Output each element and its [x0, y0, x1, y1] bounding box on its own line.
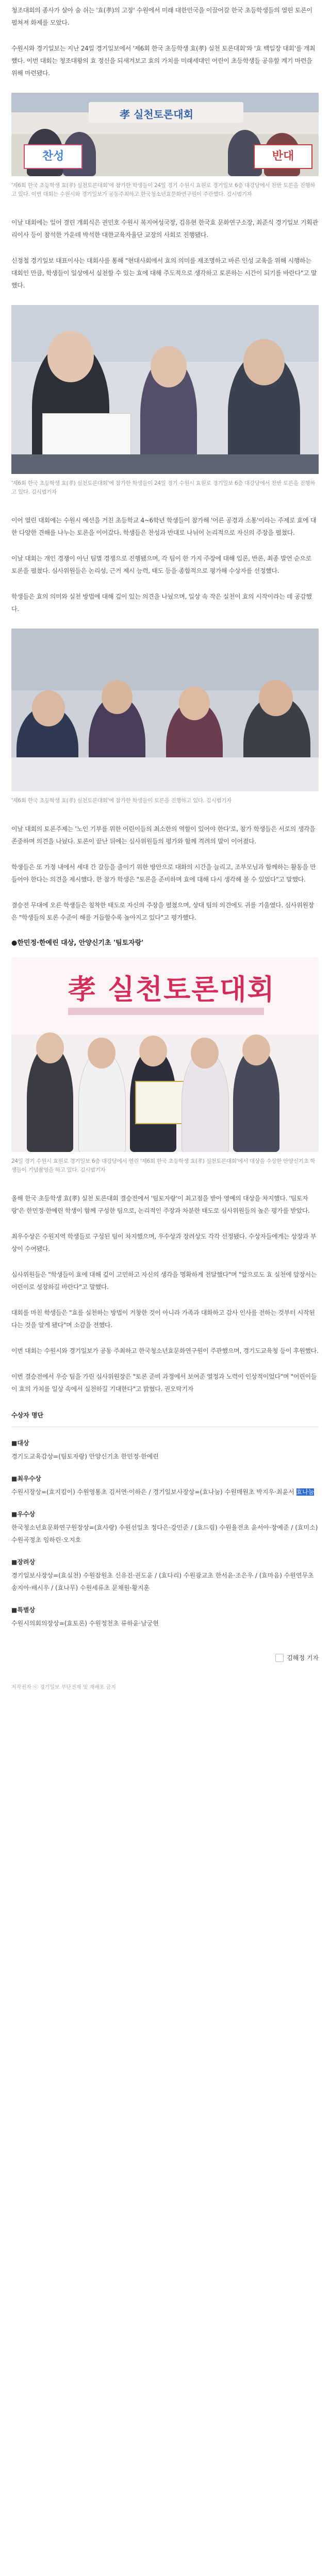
- paragraph: 이날 대회에는 일어 결린 개회식은 권민호 수원시 복지여성국장, 김유현 한국효 문화연구소장, 최준식 경기일보 기획관리이사 등이 참석한 가운데 박석한 대한교육자율단 교장의 사회로 진행됐다.: [11, 219, 318, 239]
- photo-caption: '제6회 한국 초등학생 효(孝) 실천토론대회'에 참가한 학생들이 24일 경기 수원시 효원로 경기일보 6층 대강당에서 찬반 토론을 진행하고 있다. 김시범기자: [11, 480, 316, 495]
- award-title: ■최우수상: [11, 1475, 41, 1482]
- photo-caption: '제6회 한국 초등학생 효(孝) 실천토론대회'에 참가한 학생들이 24일 경기 수원시 효원로 경기일보 6층 대강당에서 찬반 토론을 진행하고 있다. 이번 대회는 수원시와 경기일보가 공동주최하고 한국청소년효문화연구원이 주관했다. 김시범기자: [11, 182, 316, 197]
- paragraph: 이번 결승전에서 우승 팀을 가린 심사위원장은 "토론 준비 과정에서 보여준 열정과 노력이 인상적이었다"며 "어린이들이 효의 가치를 일상 속에서 실천하길 기대한다"고 밝혔다. 권오탁기자: [11, 1373, 317, 1393]
- award-text-body: 수원시장상=(효지킴이) 수원영통초 김서연·이하은 / 경기일보사장상=(효나눔) 수원매원초 박지우·최윤서: [11, 1488, 294, 1496]
- award-text: 경기일보사장상=(효실천) 수원잠원초 신유진·권도윤 / (효다리) 수원광교초 한서윤·조은우 / (효마음) 수원연무초 송지아·배시우 / (효나무) 수원세류초 문채원·황지훈: [11, 1572, 314, 1591]
- paragraph-group-4: [11, 823, 319, 924]
- award-title: ■특별상: [11, 1606, 36, 1614]
- paragraph-group-5: [11, 1192, 319, 1395]
- paragraph: 이번 대회는 수원시와 경기일보가 공동 주최하고 한국청소년효문화연구원이 주관했으며, 경기도교육청 등이 후원했다.: [11, 1347, 319, 1354]
- award-title: ■대상: [11, 1439, 29, 1447]
- award-text: 경기도교육감상=(팀토자랑) 안양신기초 한민정·한예린: [11, 1453, 159, 1460]
- reporter-row: [11, 1653, 319, 1662]
- section-subheading: ●한민정·한예린 대상, 안양신기초 '팀토자랑': [11, 939, 144, 947]
- paragraph-group-2: [11, 216, 319, 292]
- award-title: ■장려상: [11, 1558, 36, 1566]
- awards-heading: 수상자 명단: [11, 1412, 44, 1419]
- banner-text: 孝 실천토론대회: [120, 108, 193, 121]
- article-body: [0, 4, 330, 1690]
- photo-image: [11, 957, 319, 1152]
- paragraph-group-3: [11, 514, 319, 615]
- highlighted-team: 효나눔: [296, 1488, 315, 1496]
- copyright-notice: 저작권자 ⓒ 경기일보 무단전재 및 재배포 금지: [11, 1685, 116, 1690]
- award-title: ■우수상: [11, 1511, 36, 1518]
- paragraph: 수원시와 경기일보는 지난 24일 경기일보에서 '제6회 한국 초등학생 효(孝) 실천 토론대회'와 '효 백일장 대회'를 개최했다. 이번 대회는 청조대왕의 효 정신을 되새겨보고 효의 가치를 미래세대인 어린이 초등학생들 공유할 계기 마련을 위해 마련됐다.: [11, 45, 316, 77]
- paragraph: 신정철 경기일보 대표이사는 대회사를 통해 "현대사회에서 효의 의미를 재조명하고 바른 인성 교육을 위해 시행하는 대회인 만큼, 학생들이 일상에서 실천할 수 있는 효에 대해 주도적으로 생각하고 토론하는 시간이 되기를 바란다"고 말했다.: [11, 257, 317, 289]
- photo-winners: [11, 957, 319, 1175]
- paragraph: 학생들은 또 가정 내에서 세대 간 갈등을 줄이기 위한 방안으로 대화의 시간을 늘리고, 조부모님과 함께하는 활동을 만들어야 한다는 의견을 제시했다. 한 참가 학생은 "토론을 준비하며 효에 대해 다시 생각해 볼 수 있었다"고 말했다.: [11, 863, 316, 883]
- paragraph: 심사위원들은 "학생들이 효에 대해 깊이 고민하고 자신의 생각을 명확하게 전달했다"며 "앞으로도 효 실천에 앞장서는 어린이로 성장하길 바란다"고 말했다.: [11, 1271, 317, 1291]
- paragraph: 올해 한국 초등학생 효(孝) 실천 토론대회 결승전에서 '팀토자랑'이 최고점을 받아 영예의 대상을 차지했다. '팀토자랑'은 한민정·한예린 학생이 함께 구성한 팀으로, 논리적인 주장과 차분한 태도로 심사위원들의 높은 평가를 받았다.: [11, 1195, 310, 1214]
- award-text: 한국청소년효문화연구원장상=(효사랑) 수원선일초 정다은·강민준 / (효드림) 수원율전초 윤서아·장예준 / (효미소) 수원곡정초 임하린·오지호: [11, 1524, 318, 1544]
- photo-student-speaking: [11, 305, 319, 497]
- paragraph: 최우수상은 수원지역 학생들로 구성된 팀이 차지했으며, 우수상과 장려상도 각각 선정됐다. 수상자들에게는 상장과 부상이 수여됐다.: [11, 1233, 317, 1252]
- paragraph: 학생들은 효의 의미와 실천 방법에 대해 깊이 있는 의견을 나눴으며, 일상 속 작은 실천이 효의 시작이라는 데 공감했다.: [11, 593, 312, 613]
- paragraph: 이날 대회는 개인 경쟁이 아닌 팀별 경쟁으로 진행됐으며, 각 팀이 한 가지 주장에 대해 입론, 반론, 최종 발언 순으로 토론을 펼쳤다. 심사위원들은 논리성, 근거 제시 능력, 태도 등을 종합적으로 평가해 수상자를 선정했다.: [11, 555, 311, 574]
- photo-image: [11, 93, 319, 176]
- sign-oppose: 반대: [254, 144, 312, 169]
- paragraph-group-1: [11, 4, 319, 79]
- reporter-link[interactable]: [275, 1653, 319, 1662]
- photo-students-seated: [11, 629, 319, 805]
- sign-agree: 찬성: [24, 144, 82, 169]
- banner-text: 孝 실천토론대회: [68, 973, 275, 1006]
- paragraph: 이어 열린 대회에는 수원시 예선을 거친 초등학교 4~6학년 학생들이 참가해 '어른 공경과 소통'이라는 주제로 효에 대한 다양한 견해를 나누는 토론을 이어갔다. 학생들은 찬성과 반대로 나뉘어 논리적으로 자신의 주장을 펼쳤다.: [11, 517, 317, 536]
- paragraph: 결승전 무대에 오른 학생들은 침착한 태도로 자신의 주장을 펼쳤으며, 상대 팀의 의견에도 귀를 기울였다. 심사위원장은 "학생들의 토론 수준이 해를 거듭할수록 높아지고 있다"고 평가했다.: [11, 902, 314, 921]
- photo-image: [11, 305, 319, 474]
- paragraph: 청조대회의 종사가 살아 숨 쉬는 '효(孝)의 고장' 수원에서 미래 대한민국을 이끌어갈 한국 초등학생들의 열띤 토론이 펼쳐져 화제를 모았다.: [11, 7, 312, 26]
- article-page: [0, 4, 330, 2576]
- photo-caption: 24일 경기 수원시 효원로 경기일보 6층 대강당에서 열린 '제6회 한국 초등학생 효(孝) 실천토론대회'에서 대상을 수상한 안양신기초 학생들이 기념촬영을 하고 있다. 김시범기자: [11, 1158, 316, 1173]
- award-text: [11, 1486, 319, 1498]
- reporter-icon: [275, 1654, 284, 1662]
- photo-debate-signs: [11, 93, 319, 199]
- awards-section: [11, 1411, 319, 1630]
- reporter-name: 김해정 기자: [287, 1654, 319, 1662]
- paragraph: 이날 대회의 토론주제는 '노인 기부를 위한 어린이들의 최소한의 역할이 있어야 한다'로, 참가 학생들은 서로의 생각을 존중하며 의견을 나눴다. 토론이 끝난 뒤에는 심사위원들의 평가와 함께 격려의 말이 이어졌다.: [11, 825, 316, 845]
- photo-image: [11, 629, 319, 791]
- award-text: 수원시의회의장상=(효토론) 수원정천초 류하윤·남궁현: [11, 1620, 159, 1627]
- photo-caption: '제6회 한국 초등학생 효(孝) 실천토론대회'에 참가한 학생들이 토론을 진행하고 있다. 김시범기자: [11, 798, 232, 804]
- paragraph: 대회를 마친 학생들은 "효를 실천하는 방법이 거창한 것이 아니라 가족과 대화하고 감사 인사를 전하는 것부터 시작된다는 것을 알게 됐다"며 소감을 전했다.: [11, 1309, 315, 1329]
